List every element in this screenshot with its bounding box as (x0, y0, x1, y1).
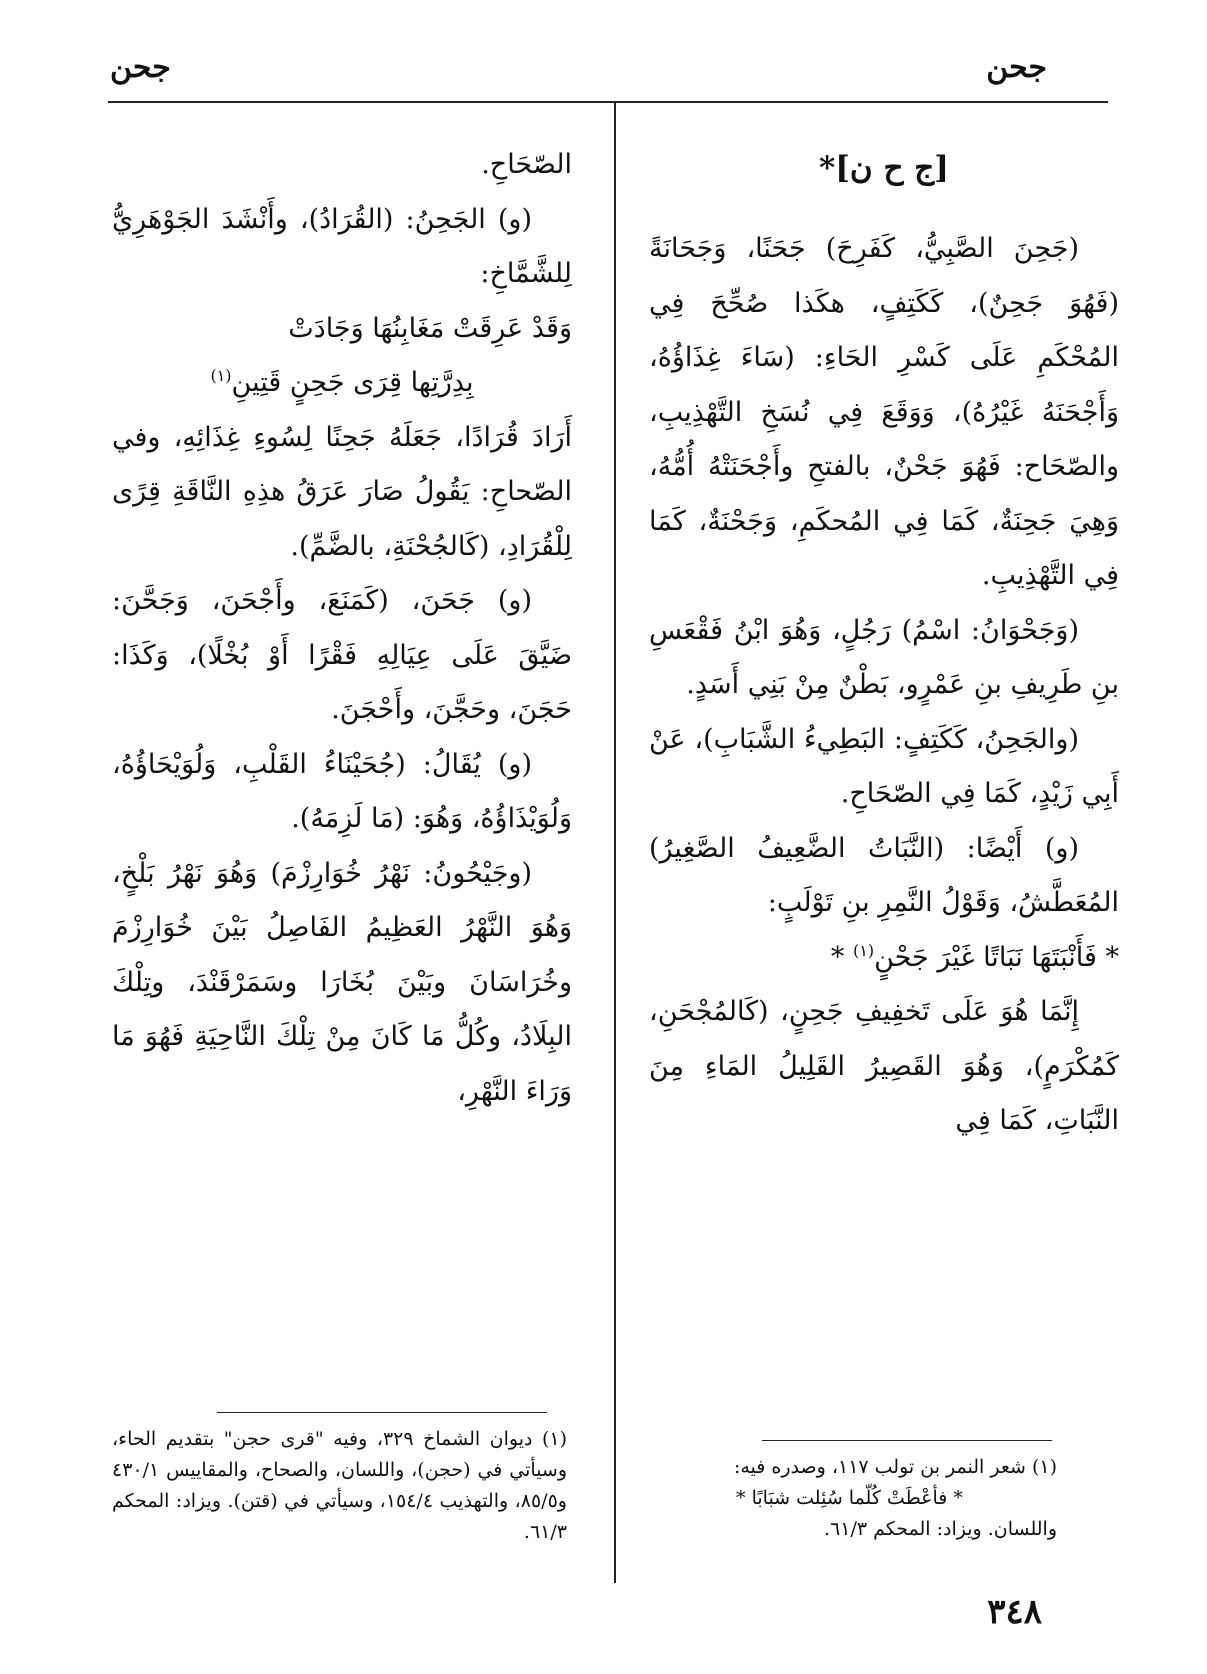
paragraph: (جَحِنَ الصَّبِيُّ، كَفَرِحَ) جَحَنًا، وَجَحَانَةً (فَهُوَ جَحِنٌ)، كَكَتِفٍ، هكَذا صُحِّحَ فِي المُحْكَمِ عَلَى كَسْرِ الحَاءِ: (سَاءَ غِذَاؤُهُ، وَأَجْحَنَهُ غَيْرُهُ)، وَوَقَعَ فِي نُسَخِ التَّهْذِيبِ، والصّحَاح: فَهُوَ جَحْنٌ، بالفتحِ وأَجْحَنَتْهُ أُمُّهُ، وَهِيَ جَحِنَةٌ، كَمَا فِي المُحكَمِ، وَجَحْنَةٌ، كَمَا فِي التَّهْذِيبِ. (649, 233, 1119, 591)
verse-text: * فَأَنْبَتَهَا نَبَاتًا غَيْرَ جَحْنٍ (874, 941, 1119, 973)
paragraph: (و) أَيْضًا: (النَّبَاتُ الضَّعِيفُ الصَّغِيرُ) المُعَطَّشُ، وَقَوْلُ النَّمِرِ بنِ تَوْلَبٍ: (649, 832, 1119, 918)
right-column (649, 138, 1119, 1149)
verse-line (649, 931, 1119, 986)
paragraph: (و) جَحَنَ، (كَمَنَعَ، وأَجْحَنَ، وَجَحَّنَ: ضَيَّقَ عَلَى عِيَالِهِ فَقْرًا أَوْ بُخْلًا)، وَكَذَا: حَجَنَ، وحَجَّنَ، وأَحْجَنَ. (112, 585, 572, 725)
footnote-line: واللسان. ويزاد: المحكم ٦١/٣. (823, 1518, 1057, 1540)
footnotes-right (642, 1452, 1057, 1545)
paragraph: (وَجَحْوَانُ: اسْمُ) رَجُلٍ، وَهُوَ ابْنُ فَقْعَسِ بنِ طَرِيفِ بنِ عَمْرٍو، بَطْنٌ مِنْ بَنِي أَسَدٍ. (649, 614, 1119, 700)
paragraph: إِنَّمَا هُوَ عَلَى تَخفِيفِ جَحِنٍ، (كَالمُجْحَنِ، كَمُكْرَمٍ)، وَهُوَ القَصِيرُ القَلِيلُ المَاءِ مِنَ النَّبَاتِ، كَمَا فِي (649, 996, 1119, 1136)
verse-end: * (830, 941, 853, 973)
paragraph: أَرَادَ قُرَادًا، جَعَلَهُ جَحِنًا لِسُوءِ غِذَائِهِ، وفي الصّحاحِ: يَقُولُ صَارَ عَرَقُ هذِهِ النَّاقَةِ قِرًى لِلْقُرَادِ، (كَالجُحْنَةِ، بالضَّمِّ). (112, 421, 572, 562)
footnote-verse: * فأعْطَتْ كُلّما سُئِلت شبَابًا * (736, 1487, 963, 1509)
paragraph: (و) يُقَالُ: (جُحَيْنَاءُ القَلْبِ، وَلُوَيْحَاؤُهُ، وَلُوَيْذَاؤُهُ، وَهُوَ: (مَا لَزِمَهُ). (112, 748, 572, 834)
left-column (112, 138, 572, 1119)
footnote-line: (١) شعر النمر بن تولب ١١٧، وصدره فيه: (733, 1456, 1057, 1478)
footnotes-left (112, 1424, 567, 1548)
running-header-right: جحن (986, 50, 1047, 85)
footnote-rule-right (762, 1440, 1052, 1441)
footnote-marker: (١) (210, 366, 232, 385)
paragraph: (وجَيْحُونُ: نَهْرُ خُوَارِزْمَ) وَهُوَ نَهْرُ بَلْخٍ، وَهُوَ النَّهْرُ العَظِيمُ الفَاصِلُ بَيْنَ خُوَارِزْمَ وخُرَاسَانَ وبَيْنَ بُخَارَا وسَمَرْقَنْدَ، وتِلْكَ البِلَادُ، وكُلُّ مَا كَانَ مِنْ تِلْكَ النَّاحِيَةِ فَهُوَ مَا وَرَاءَ النَّهْرِ، (112, 857, 572, 1107)
footnote-rule-left (217, 1412, 547, 1413)
column-divider (614, 103, 616, 1583)
page-number: ٣٤٨ (987, 1592, 1042, 1632)
paragraph: (و) الجَحِنُ: (القُرَادُ)، وأَنْشَدَ الجَوْهَرِيُّ لِلشَّمَّاخِ: (112, 203, 572, 289)
footnote-marker: (١) (852, 940, 875, 960)
continuation-text: الصّحَاحِ. (481, 149, 572, 180)
running-header-left: جحن (110, 50, 171, 85)
verse-line-1: وَقَدْ عَرِقَتْ مَغَابِنُهَا وَجَادَتْ (288, 312, 572, 344)
verse-line-2 (112, 356, 572, 411)
header-rule (108, 101, 1108, 103)
paragraph: (والجَحِنُ، كَكَتِفٍ: البَطِيءُ الشَّبَابِ)، عَنْ أَبِي زَيْدٍ، كَمَا فِي الصّحَاحِ. (649, 723, 1119, 809)
entry-title: [ج ح ن]* (819, 150, 949, 186)
footnote-text: (١) ديوان الشماخ ٣٢٩، وفيه "قرى حجن" بتقديم الحاء، وسيأتي في (حجن)، واللسان، والصحاح، والمقاييس ٤٣٠/١ و٨٥/٥، والتهذيب ١٥٤/٤، وسيأتي في (قتن). ويزاد: المحكم ٦١/٣. (112, 1428, 567, 1543)
verse-text: بِدِرَّتِها قِرَى جَحِنٍ قَتِينِ (231, 367, 474, 398)
